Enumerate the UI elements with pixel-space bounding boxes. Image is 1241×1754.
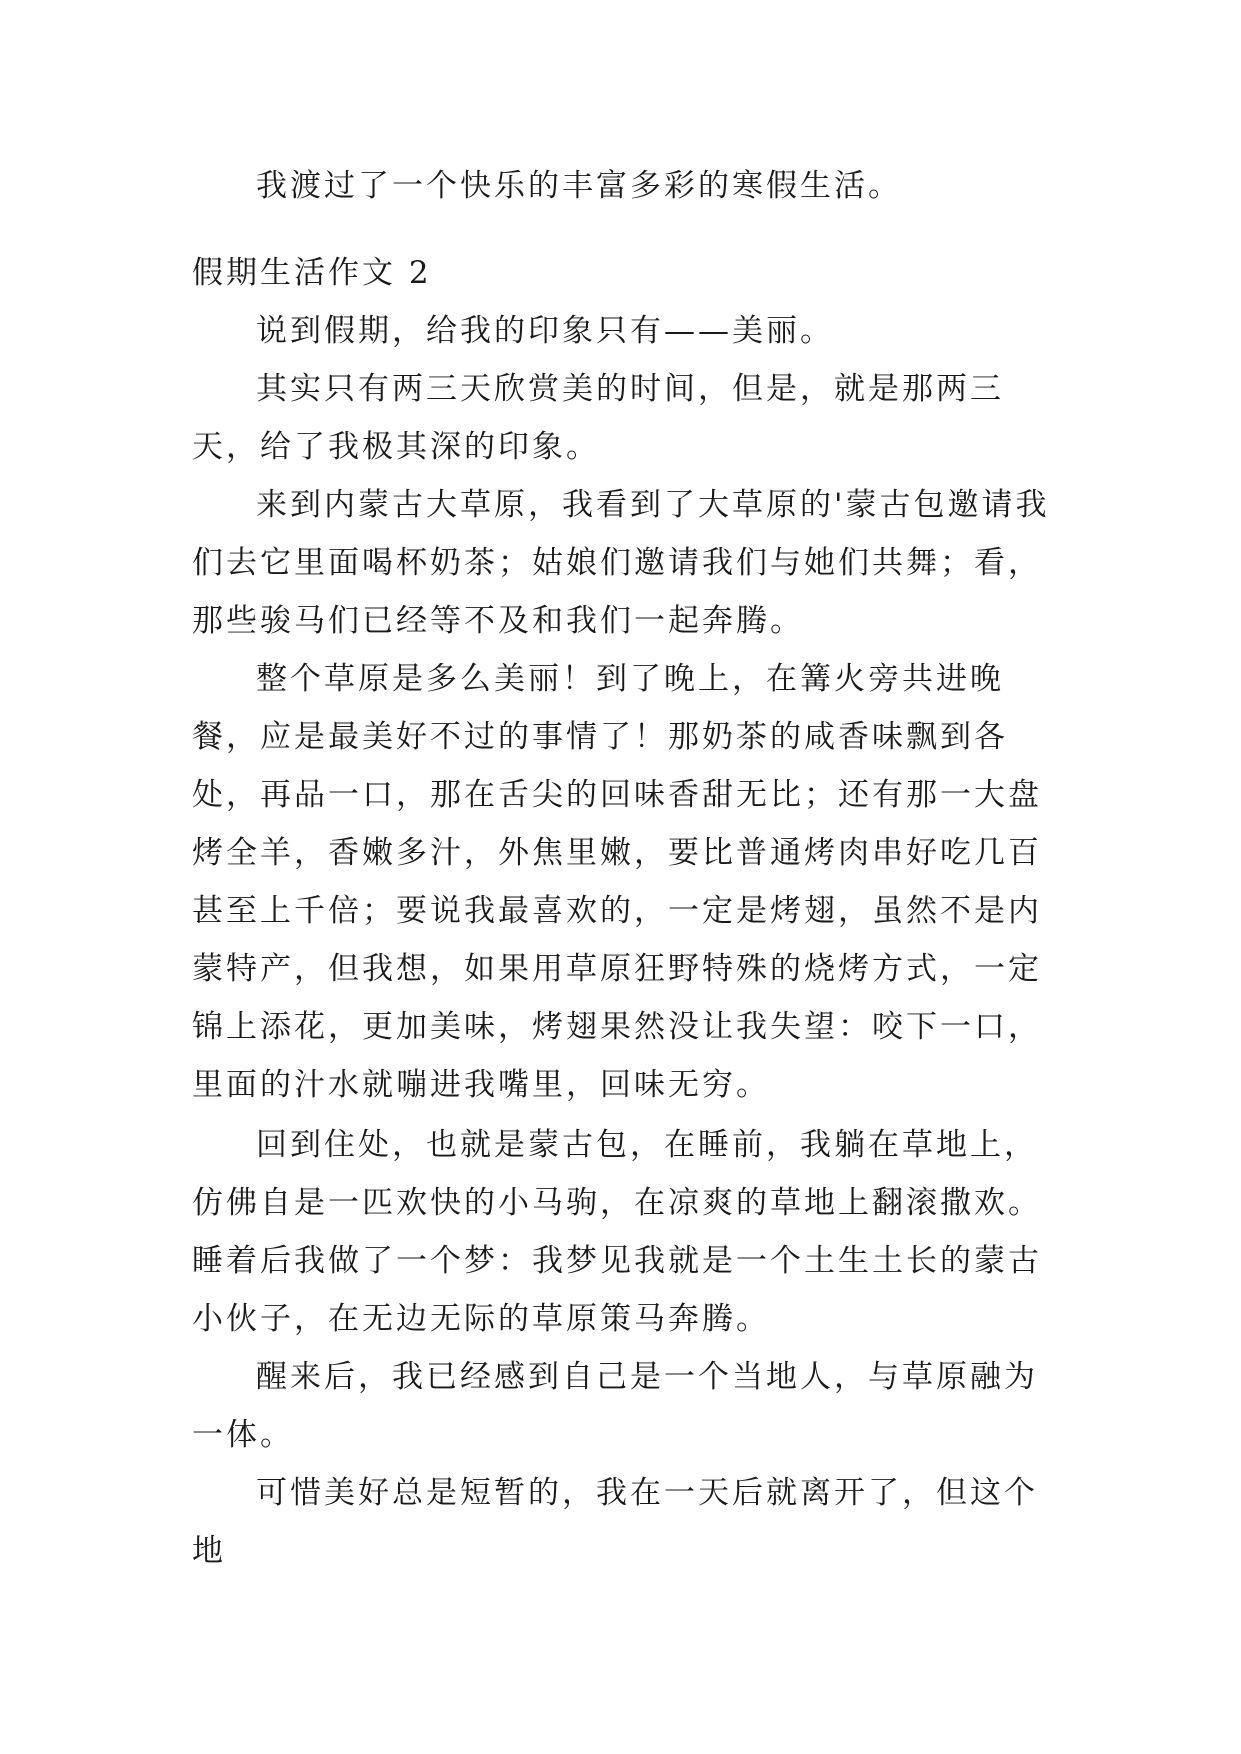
paragraph-closing: 我渡过了一个快乐的丰富多彩的寒假生活。 — [256, 168, 902, 204]
section-heading: 假期生活作文 2 — [192, 255, 432, 291]
paragraph-dinner: 整个草原是多么美丽！到了晚上，在篝火旁共进晚餐，应是最美好不过的事情了！那奶茶的咸香味飘到各处，再品一口，那在舌尖的回味香甜无比；还有那一大盘烤全羊，香嫩多汁，外焦里嫩，要比普通烤肉串好吃几百甚至上千倍；要说我最喜欢的，一定是烤翅，虽然不是内蒙特产，但我想，如果用草原狂野特殊的烧烤方式，一定锦上添花，更加美味，烤翅果然没让我失望：咬下一口，里面的汁水就嘣进我嘴里，回味无穷。 — [192, 661, 1042, 1103]
paragraph-impression: 其实只有两三天欣赏美的时间，但是，就是那两三天，给了我极其深的印象。 — [192, 371, 1004, 465]
paragraph-awake: 醒来后，我已经感到自己是一个当地人，与草原融为一体。 — [192, 1359, 1038, 1453]
paragraph-grassland: 来到内蒙古大草原，我看到了大草原的'蒙古包邀请我们去它里面喝杯奶茶；姑娘们邀请我们与她们共舞；看，那些骏马们已经等不及和我们一起奔腾。 — [192, 487, 1050, 639]
paragraph-leaving: 可惜美好总是短暂的，我在一天后就离开了，但这个地 — [192, 1475, 1038, 1569]
paragraph-dream: 回到住处，也就是蒙古包，在睡前，我躺在草地上，仿佛自是一匹欢快的小马驹，在凉爽的草地上翻滚撒欢。睡着后我做了一个梦：我梦见我就是一个土生土长的蒙古小伙子，在无边无际的草原策马奔腾。 — [192, 1127, 1042, 1337]
paragraph-intro: 说到假期，给我的印象只有——美丽。 — [256, 313, 834, 349]
